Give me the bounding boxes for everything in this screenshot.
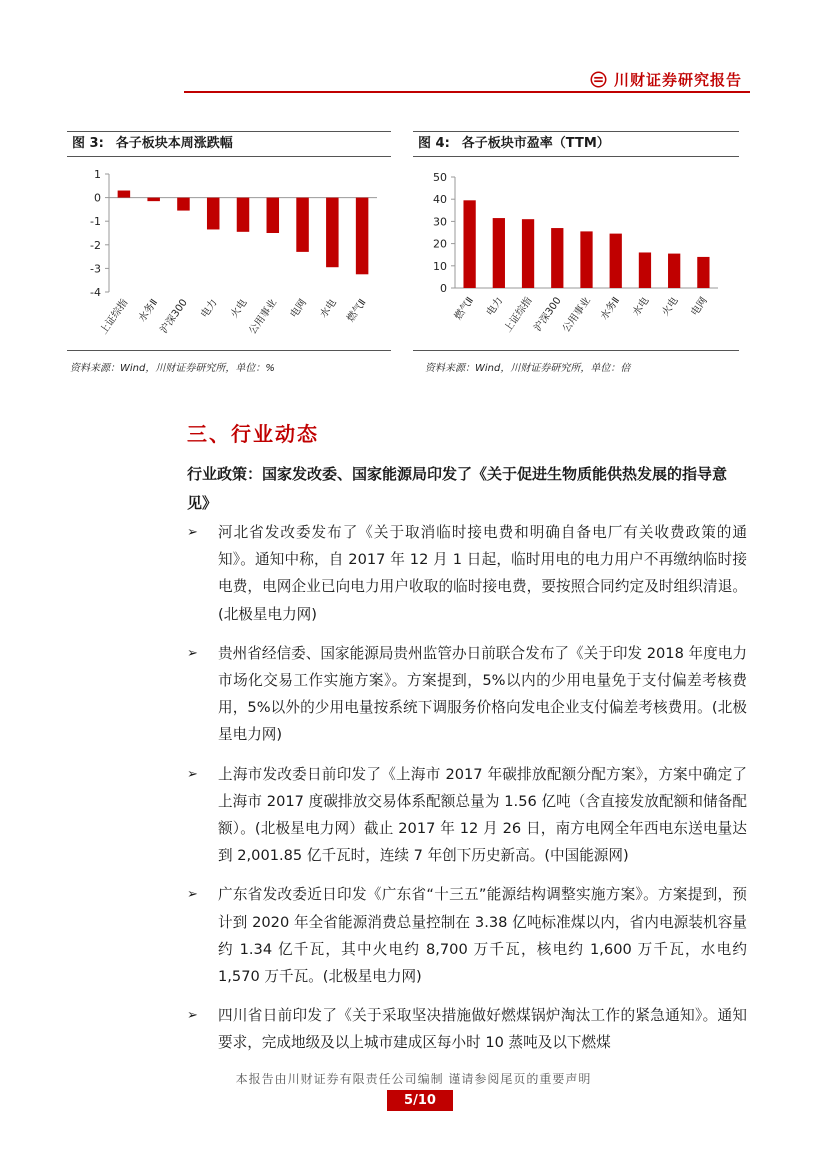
list-item [187,640,747,749]
footer-disclaimer: 本报告由川财证券有限责任公司编制 谨请参阅尾页的重要声明 [235,1072,592,1086]
section-title: 三、行业动态 [187,422,319,446]
x-tick-label: 公用事业 [561,295,593,335]
bar [326,198,339,268]
bar [237,198,250,232]
header-brand [590,68,742,90]
x-tick-label: 电网 [689,295,710,319]
bullet-list [187,519,747,1069]
x-tick-label: 水电 [318,297,339,321]
x-tick-label: 沪深300 [158,297,190,336]
y-tick-label: -4 [90,286,101,299]
bar [177,198,190,211]
bar [639,252,651,288]
x-tick-label: 电力 [484,295,506,319]
x-tick-label: 水电 [630,295,652,319]
bar [296,198,309,252]
x-tick-label: 水务Ⅱ [598,295,623,323]
x-tick-label: 上证综指 [502,295,535,335]
figure4-label: 图 4: [418,136,450,151]
x-tick-label: 电网 [288,297,310,321]
arrow-bullet-icon: ➢ [187,525,198,540]
bar [580,231,592,288]
bar [551,228,563,288]
arrow-bullet-icon: ➢ [187,645,198,661]
list-item-text: 河北省发改委发布了《关于取消临时接电费和明确自备电厂有关收费政策的通知》。通知中称，自 2017 年 12 月 1 日起，临时用电的电力用户不再缴纳临时接电费，电网企业已向电力用户收取的临时接电费，要按照合同约定及时组织清退。(北极星电力网) [218,524,747,623]
figure4-bottom-rule [413,350,739,351]
x-tick-label: 电力 [199,297,220,321]
list-item [187,1002,747,1056]
figure3-source: 资料来源：Wind，川财证券研究所，单位：% [70,363,275,374]
y-tick-label: 0 [94,191,101,205]
list-item-text: 贵州省经信委、国家能源局贵州监管办日前联合发布了《关于印发 2018 年度电力市场化交易工作实施方案》。方案提到，5%以内的少用电量免于支付偏差考核费用，5%以外的少用电量按系统下调服务价格向发电企业支付偏差考核费用。(北极星电力网) [218,644,747,744]
figure3-title: 各子板块本周涨跌幅 [115,136,233,151]
x-tick-label: 火电 [228,297,250,321]
bar [207,198,220,230]
bar [118,191,131,198]
x-tick-label: 水务Ⅱ [136,297,161,325]
list-item-text: 四川省日前印发了《关于采取坚决措施做好燃煤锅炉淘汰工作的紧急通知》。通知要求，完成地级及以上城市建成区每小时 10 蒸吨及以下燃煤 [218,1007,747,1052]
figure3-title-bar [67,131,391,157]
bar [356,198,369,275]
bar [522,219,534,288]
list-item [187,519,747,628]
bar [493,218,505,288]
x-tick-label: 公用事业 [247,297,280,337]
bar [147,198,160,202]
y-tick-label: 10 [433,259,447,273]
y-tick-label: -2 [90,238,101,252]
policy-heading: 行业政策：国家发改委、国家能源局印发了《关于促进生物质能供热发展的指导意见》 [187,465,728,512]
figure4-source: 资料来源：Wind，川财证券研究所，单位：倍 [425,363,631,374]
x-tick-label: 燃气Ⅱ [345,297,369,325]
x-tick-label: 沪深300 [532,295,564,334]
page-number: 5/10 [387,1090,453,1111]
bar [463,200,475,288]
header-brand-text: 川财证券研究报告 [614,70,743,89]
y-tick-label: 50 [433,171,447,184]
y-tick-label: -3 [90,262,101,276]
figure3-label: 图 3: [72,136,104,151]
bar [610,234,622,288]
bar [267,198,280,233]
bar [697,257,709,288]
figure3-chart [67,158,391,346]
list-item-text: 广东省发改委近日印发《广东省“十三五”能源结构调整实施方案》。方案提到，预计到 2020 年全省能源消费总量控制在 3.38 亿吨标准煤以内，省内电源装机容量约 1.34 亿千瓦，其中火电约 8,700 万千瓦，核电约 1,600 万千瓦，水电约 1,570 万千瓦。(北极星电力网) [218,886,747,986]
y-tick-label: 20 [433,237,447,251]
list-item-text: 上海市发改委日前印发了《上海市 2017 年碳排放配额分配方案》，方案中确定了上海市 2017 度碳排放交易体系配额总量为 1.56 亿吨（含直接发放配额和储备配额）。(北极星电力网）截止 2017 年 12 月 26 日，南方电网全年西电东送电量达到 2,001.85 亿千瓦时，连续 7 年创下历史新高。(中国能源网) [218,765,747,865]
x-tick-label: 火电 [660,295,681,319]
header-divider [184,91,750,93]
list-item [187,761,747,870]
x-tick-label: 上证综指 [98,297,131,337]
company-logo-icon [590,71,607,88]
arrow-bullet-icon: ➢ [187,887,198,903]
list-item [187,881,747,990]
y-tick-label: 40 [433,193,447,207]
y-tick-label: 30 [433,215,447,229]
figure4-title-bar [413,131,739,157]
y-tick-label: 0 [440,282,447,295]
arrow-bullet-icon: ➢ [187,766,198,782]
y-tick-label: 1 [94,168,101,181]
figure4-chart [413,158,739,346]
bar [668,254,680,288]
arrow-bullet-icon: ➢ [187,1008,198,1024]
figure4-title: 各子板块市盈率（TTM） [461,136,610,151]
figure3-bottom-rule [67,350,391,351]
x-tick-label: 燃气Ⅱ [452,295,477,323]
y-tick-label: -1 [90,215,101,229]
